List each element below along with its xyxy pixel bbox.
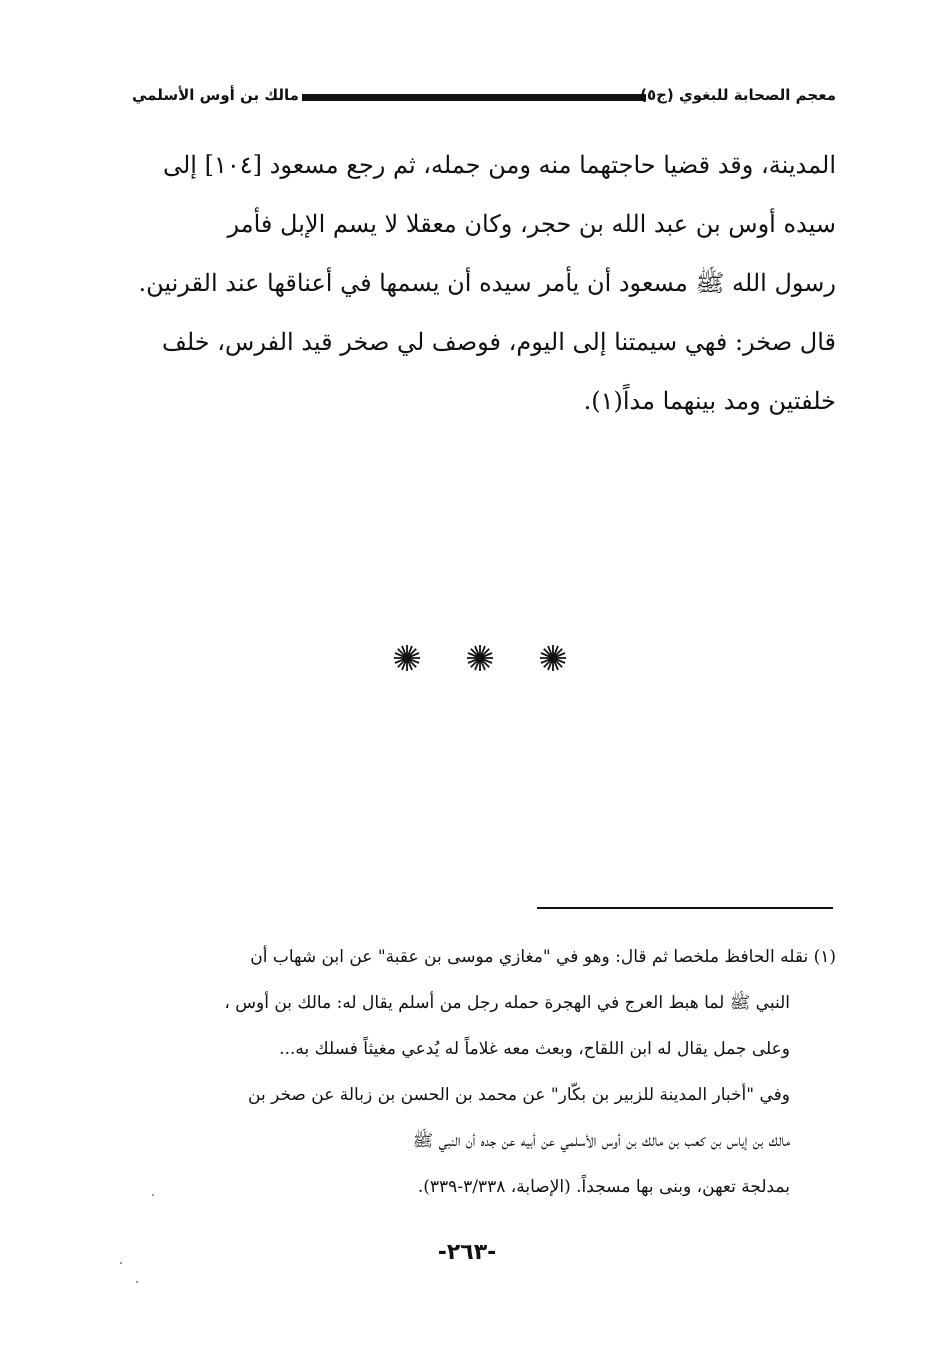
star-ornament-icon: [538, 643, 568, 673]
footnote-line: النبي ﷺ لما هبط العرج في الهجرة حمله رجل من أسلم يقال له: مالك بن أوس ،: [224, 993, 790, 1013]
entry-title: مالك بن أوس الأسلمي: [132, 86, 299, 104]
footnote-line: بمدلجة تعهن، وبنى بها مسجداً. (الإصابة، ٣/٣٣٨-٣٣٩).: [417, 1177, 790, 1197]
text-line: رسول الله ﷺ مسعود أن يأمر سيده أن يسمها في أعناقها عند القرنين.: [138, 269, 836, 297]
scan-speck: [120, 1262, 122, 1264]
footnote-line: (١) نقله الحافظ ملخصا ثم قال: وهو في "مغازي موسى بن عقبة" عن ابن شهاب أن: [250, 947, 836, 967]
text-line: سيده أوس بن عبد الله بن حجر، وكان معقلا لا يسم الإبل فأمر: [227, 210, 836, 238]
footnote-line: وعلى جمل يقال له ابن اللقاح، وبعث معه غلاماً له يُدعي مغيثاً فسلك به...: [279, 1039, 790, 1059]
main-text: [132, 136, 836, 431]
page-number: -٢٦٣-: [437, 1240, 497, 1265]
running-header: [132, 86, 836, 116]
footnote-line: مالك بن إياس بن كعب بن مالك بن أوس الأسلمي عن أبيه عن جده أن النبي ﷺ: [412, 1131, 790, 1151]
book-title: معجم الصحابة للبغوي (ج٥: [646, 86, 836, 104]
star-ornament-icon: [465, 643, 495, 673]
section-separator: [392, 640, 568, 676]
footnote-separator: [537, 907, 833, 909]
header-rule: [302, 94, 646, 101]
text-line: قال صخر: فهي سيمتنا إلى اليوم، فوصف لي صخر قيد الفرس، خلف: [162, 328, 836, 356]
star-ornament-icon: [392, 643, 422, 673]
text-line: المدينة، وقد قضيا حاجتهما منه ومن جمله، ثم رجع مسعود [١٠٤] إلى: [162, 151, 836, 179]
footnote-line: وفي "أخبار المدينة للزبير بن بكّار" عن محمد بن الحسن بن زبالة عن صخر بن: [248, 1085, 790, 1105]
footnotes: [120, 934, 836, 1210]
scan-speck: [136, 1281, 138, 1283]
scan-speck: [152, 1194, 154, 1196]
text-line: خلفتين ومد بينهما مداً(١).: [583, 387, 836, 415]
